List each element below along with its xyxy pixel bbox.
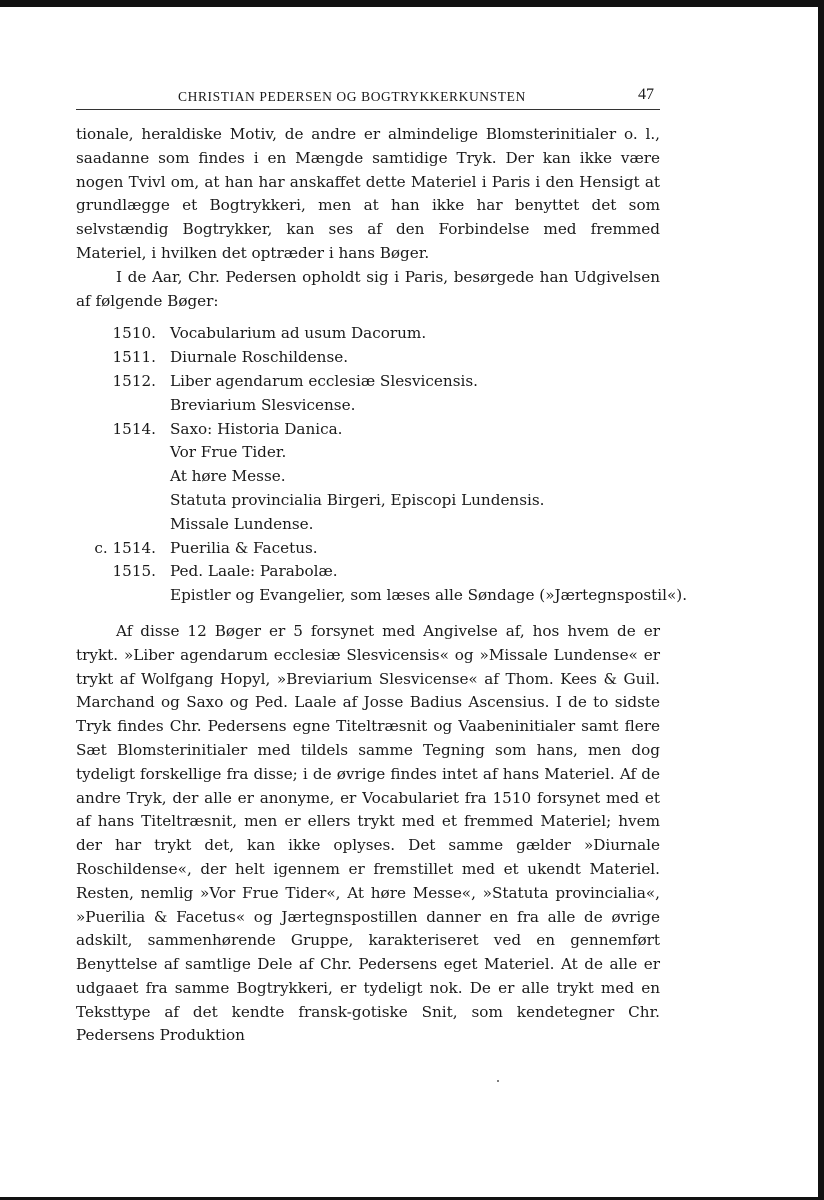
list-item xyxy=(76,537,660,561)
list-item xyxy=(76,441,660,465)
list-item xyxy=(76,346,660,370)
book-year xyxy=(76,394,156,418)
book-title: Statuta provincialia Birgeri, Episcopi Lundensis. xyxy=(170,490,545,509)
book-year: c. 1514. xyxy=(94,538,156,557)
list-item xyxy=(76,489,660,513)
list-item xyxy=(76,418,660,442)
book-title: Epistler og Evangelier, som læses alle Søndage (»Jærtegnspostil«). xyxy=(170,586,688,605)
book-title: Missale Lundense. xyxy=(170,514,314,533)
header-rule xyxy=(76,109,660,110)
paragraph-2: I de Aar, Chr. Pedersen opholdt sig i Paris, besørgede han Udgivelsen af følgende Bøger: xyxy=(76,267,660,310)
scan-border-right xyxy=(818,0,824,1200)
list-item xyxy=(76,370,660,394)
running-header: CHRISTIAN PEDERSEN OG BOGTRYKKERKUNSTEN xyxy=(178,89,526,104)
book-year: 1514. xyxy=(112,419,156,438)
book-year: 1510. xyxy=(112,324,156,343)
book-year: 1511. xyxy=(112,348,156,367)
book-title: Liber agendarum ecclesiæ Slesvicensis. xyxy=(170,371,478,390)
list-item xyxy=(76,560,660,584)
book-year xyxy=(76,513,156,537)
paragraph-1: tionale, heraldiske Motiv, de andre er almindelige Blomsterinitialer o. l., saadanne som findes i en Mængde samtidige Tryk. Der kan ikke være nogen Tvivl om, at han har anskaffet dette Materiel i Paris i den Hensigt at grundlægge et Bogtrykkeri, men at han ikke har benyttet det som selvstændig Bogtrykker, kan ses af den Forbindelse med fremmed Materiel, i hvilken det optræder i hans Bøger. xyxy=(76,125,660,262)
body-text xyxy=(76,123,688,1048)
book-year: 1515. xyxy=(112,562,156,581)
list-item xyxy=(76,465,660,489)
book-year xyxy=(76,441,156,465)
book-year xyxy=(76,465,156,489)
scan-speck xyxy=(497,1080,499,1082)
book-title: Ped. Laale: Parabolæ. xyxy=(170,562,338,581)
book-title: Puerilia & Facetus. xyxy=(170,538,318,557)
scan-border-top xyxy=(0,0,824,7)
book-year xyxy=(76,489,156,513)
page-number: 47 xyxy=(638,86,654,103)
list-item xyxy=(76,584,688,608)
book-title: Diurnale Roschildense. xyxy=(170,348,349,367)
book-list xyxy=(76,322,688,608)
list-item xyxy=(76,513,660,537)
book-title: Vor Frue Tider. xyxy=(170,443,287,462)
book-title: Breviarium Slesvicense. xyxy=(170,395,356,414)
book-year: 1512. xyxy=(112,371,156,390)
book-title: Vocabularium ad usum Dacorum. xyxy=(170,324,427,343)
book-year xyxy=(76,584,156,608)
list-item xyxy=(76,394,660,418)
book-title: Saxo: Historia Danica. xyxy=(170,419,343,438)
list-item xyxy=(76,322,660,346)
paragraph-3: Af disse 12 Bøger er 5 forsynet med Angivelse af, hos hvem de er trykt. »Liber agendarum ecclesiæ Slesvicensis« og »Missale Lundense« er trykt af Wolfgang Hopyl, »Breviarium Slesvicense« af Thom. Kees & Guil. Marchand og Saxo og Ped. Laale af Josse Badius Ascensius. I de to sidste Tryk findes Chr. Pedersens egne Titeltræsnit og Vaabeninitialer samt flere Sæt Blomsterinitialer med tildels samme Tegning som hans, men dog tydeligt forskellige fra disse; i de øvrige findes intet af hans Materiel. Af de andre Tryk, der alle er anonyme, er Vocabulariet fra 1510 forsynet med et af hans Titeltræsnit, men er ellers trykt med et fremmed Materiel; hvem der har trykt det, kan ikke oplyses. Det samme gælder »Diurnale Roschildense«, der helt igennem er fremstillet med et ukendt Materiel. Resten, nemlig »Vor Frue Tider«, At høre Messe«, »Statuta provincialia«, »Puerilia & Facetus« og Jærtegnspostillen danner en fra alle de øvrige adskilt, sammenhørende Gruppe, karakteriseret ved en gennemført Benyttelse af samtlige Dele af Chr. Pedersens eget Materiel. At de alle er udgaaet fra samme Bogtrykkeri, er tydeligt nok. De er alle trykt med en Teksttype af det kendte fransk-gotiske Snit, som kendetegner Chr. Pedersens Produktion xyxy=(76,621,660,1045)
book-title: At høre Messe. xyxy=(170,467,286,486)
